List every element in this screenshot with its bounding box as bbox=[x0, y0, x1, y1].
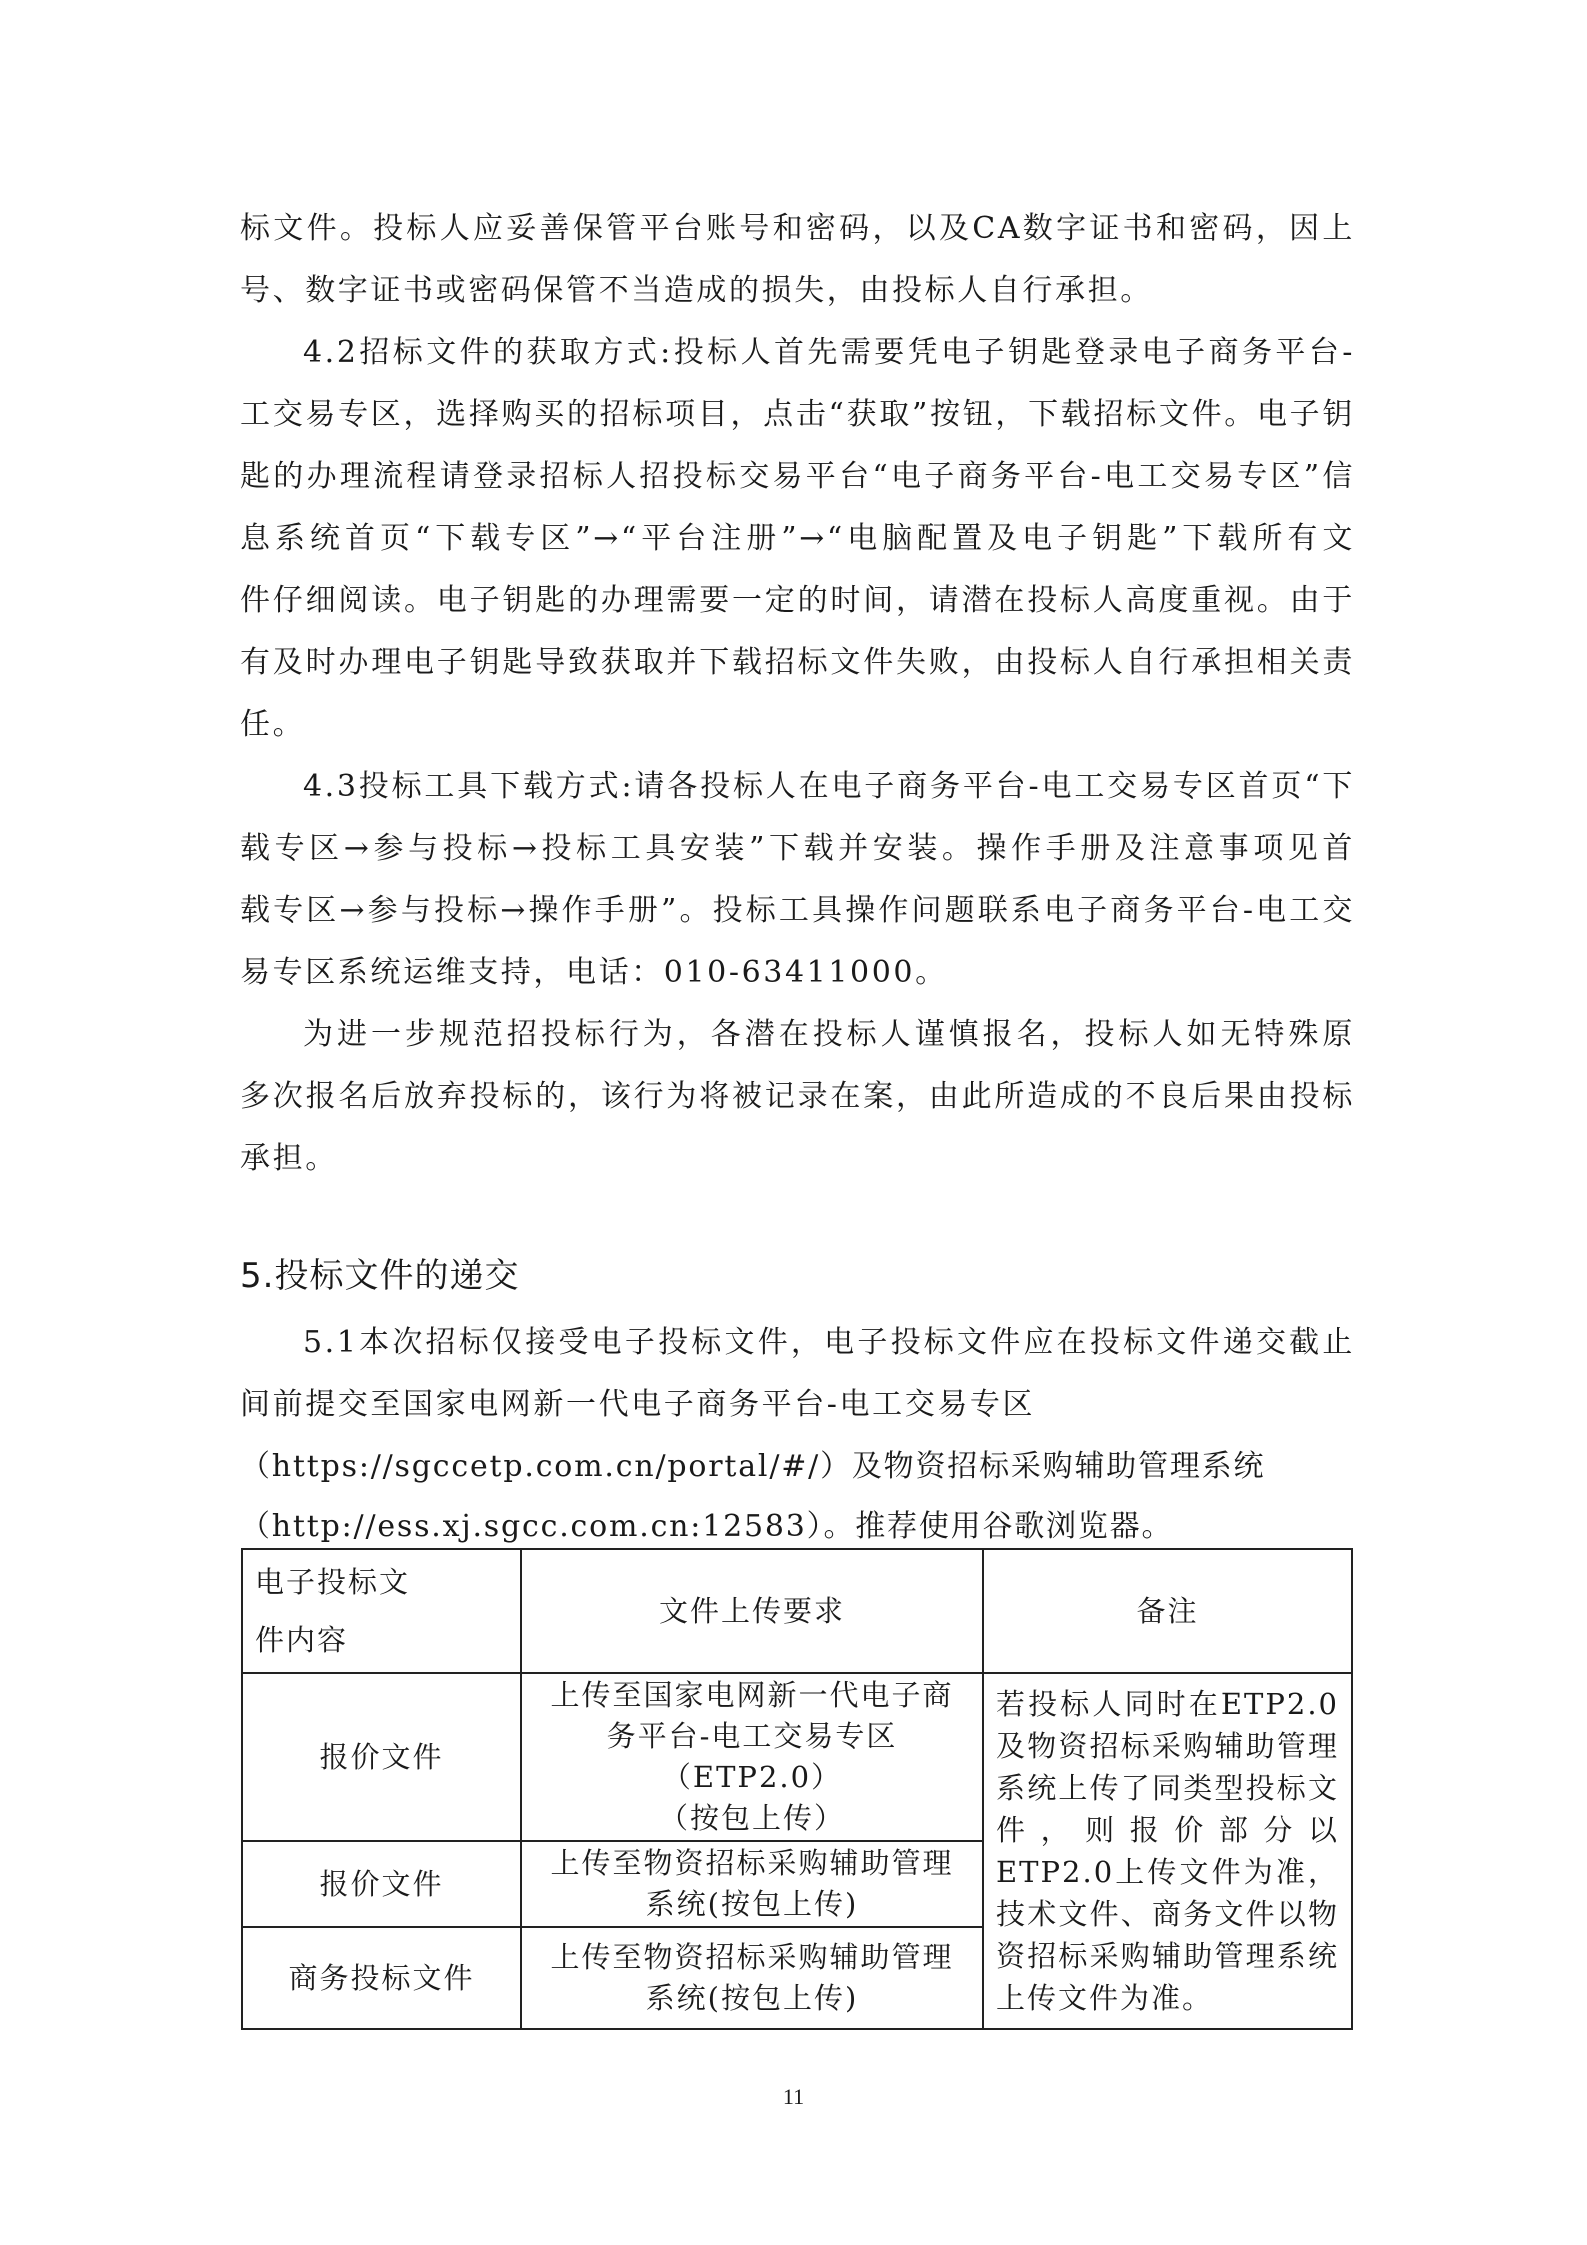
req-line: 上传至物资招标采购辅助管理 bbox=[550, 1940, 954, 1974]
req-line: （ETP2.0） bbox=[661, 1760, 843, 1794]
body-line: 件仔细阅读。电子钥匙的办理需要一定的时间，请潜在投标人高度重视。由于 bbox=[240, 583, 1355, 618]
body-line: 号、数字证书或密码保管不当造成的损失，由投标人自行承担。 bbox=[240, 273, 1153, 308]
body-line: 匙的办理流程请登录招标人招投标交易平台“电子商务平台-电工交易专区”信 bbox=[240, 459, 1355, 494]
url-line: （https://sgccetp.com.cn/portal/#/）及物资招标采购辅助管理系统 bbox=[240, 1449, 1266, 1484]
body-line: 多次报名后放弃投标的，该行为将被记录在案，由此所造成的不良后果由投标 bbox=[240, 1079, 1355, 1114]
body-line: 载专区→参与投标→操作手册”。投标工具操作问题联系电子商务平台-电工交 bbox=[240, 893, 1355, 928]
req-line: （按包上传） bbox=[658, 1801, 845, 1835]
table-cell: 报价文件 bbox=[242, 1673, 521, 1841]
body-line: 为进一步规范招投标行为，各潜在投标人谨慎报名，投标人如无特殊原 bbox=[303, 1017, 1355, 1052]
body-line: 承担。 bbox=[240, 1141, 338, 1176]
table-header-cell: 备注 bbox=[983, 1549, 1352, 1673]
table-header-cell bbox=[242, 1549, 521, 1673]
section-line: 5.1本次招标仅接受电子投标文件，电子投标文件应在投标文件递交截止 bbox=[303, 1325, 1355, 1360]
req-line: 系统(按包上传) bbox=[645, 1981, 859, 2015]
table-header-row bbox=[242, 1549, 1352, 1673]
table-cell bbox=[521, 1841, 983, 1927]
section-line: 间前提交至国家电网新一代电子商务平台-电工交易专区 bbox=[240, 1387, 1036, 1422]
body-line: 易专区系统运维支持，电话：010-63411000。 bbox=[240, 955, 948, 990]
body-line: 4.2招标文件的获取方式:投标人首先需要凭电子钥匙登录电子商务平台- bbox=[303, 335, 1355, 370]
body-line: 任。 bbox=[240, 707, 306, 742]
table-cell bbox=[521, 1927, 983, 2029]
body-line: 载专区→参与投标→投标工具安装”下载并安装。操作手册及注意事项见首 bbox=[240, 831, 1355, 866]
req-line: 务平台-电工交易专区 bbox=[606, 1719, 898, 1753]
body-line: 息系统首页“下载专区”→“平台注册”→“电脑配置及电子钥匙”下载所有文 bbox=[240, 521, 1355, 556]
note-cell: 若投标人同时在ETP2.0及物资招标采购辅助管理系统上传了同类型投标文件，则报价部分以ETP2.0上传文件为准，技术文件、商务文件以物资招标采购辅助管理系统上传文件为准。 bbox=[983, 1673, 1352, 2029]
page-number: 11 bbox=[782, 2084, 805, 2109]
section-heading: 5.投标文件的递交 bbox=[240, 1256, 520, 1296]
table-cell: 商务投标文件 bbox=[242, 1927, 521, 2029]
req-line: 系统(按包上传) bbox=[645, 1887, 859, 1921]
body-line: 4.3投标工具下载方式:请各投标人在电子商务平台-电工交易专区首页“下 bbox=[303, 769, 1355, 804]
table-header-cell: 文件上传要求 bbox=[521, 1549, 983, 1673]
url-line: （http://ess.xj.sgcc.com.cn:12583）。推荐使用谷歌浏览器。 bbox=[240, 1509, 1174, 1544]
body-line: 有及时办理电子钥匙导致获取并下载招标文件失败，由投标人自行承担相关责 bbox=[240, 645, 1355, 680]
body-line: 工交易专区，选择购买的招标项目，点击“获取”按钮，下载招标文件。电子钥 bbox=[240, 397, 1355, 432]
upload-requirements-table bbox=[241, 1548, 1353, 2030]
table-cell bbox=[521, 1673, 983, 1841]
req-line: 上传至国家电网新一代电子商 bbox=[550, 1678, 954, 1712]
table-row bbox=[242, 1673, 1352, 1841]
body-line: 标文件。投标人应妥善保管平台账号和密码，以及CA数字证书和密码，因上 bbox=[240, 211, 1355, 246]
table-cell: 报价文件 bbox=[242, 1841, 521, 1927]
req-line: 上传至物资招标采购辅助管理 bbox=[550, 1846, 954, 1880]
header-content: 电子投标文件内容 bbox=[255, 1565, 411, 1657]
